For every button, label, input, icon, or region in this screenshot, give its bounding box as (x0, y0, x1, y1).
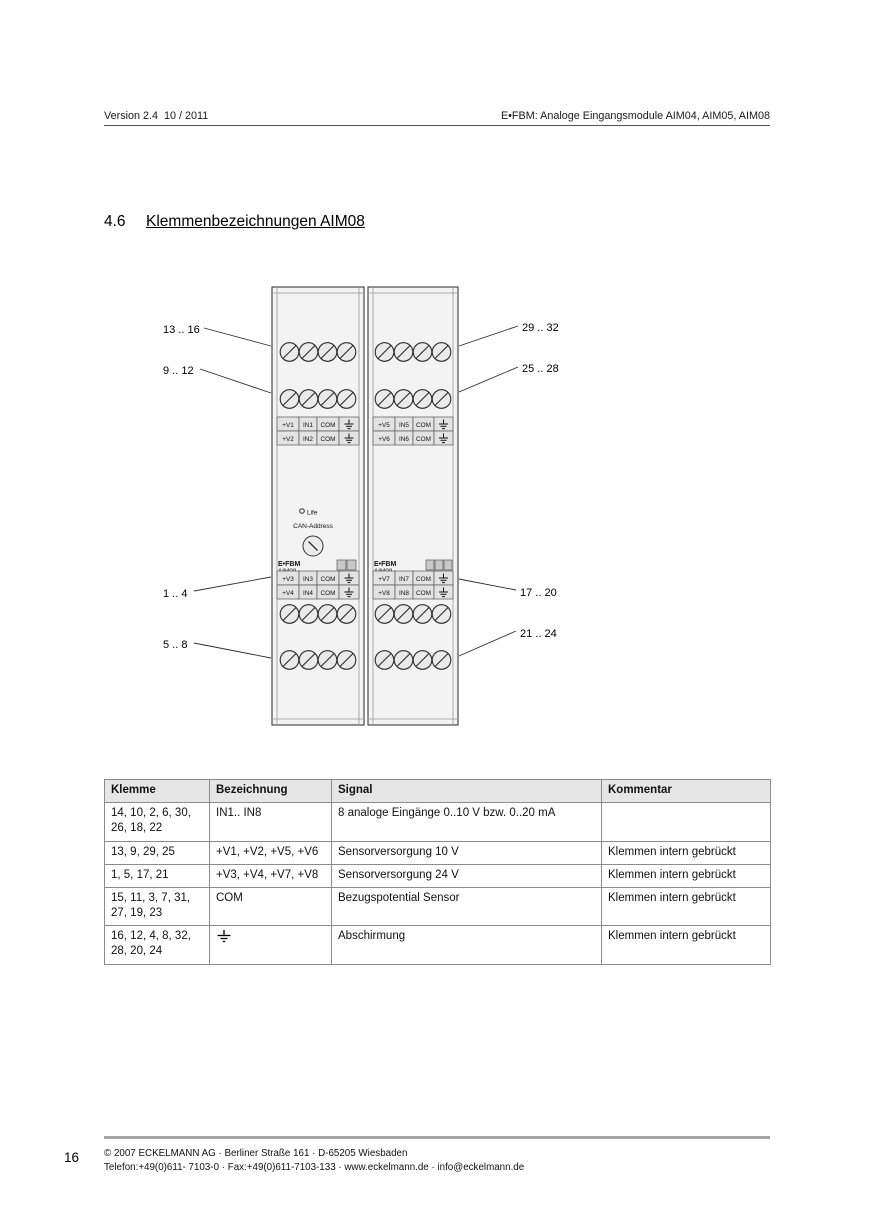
jumper-block-icon (444, 560, 452, 570)
cell-klemme: 14, 10, 2, 6, 30, 26, 18, 22 (105, 803, 210, 841)
terminal-label: IN8 (399, 590, 409, 597)
terminal-label: IN6 (399, 436, 409, 443)
left-module (272, 287, 364, 725)
leader-line (459, 579, 516, 590)
screw-terminal-icon (375, 605, 394, 624)
brand-logo: E•FBM (374, 561, 397, 568)
terminal-label: COM (416, 422, 431, 429)
col-header-klemme: Klemme (105, 780, 210, 803)
screw-terminal-icon (394, 390, 413, 409)
table-row (105, 864, 771, 887)
screw-terminal-icon (375, 343, 394, 362)
screw-terminal-icon (299, 651, 318, 670)
terminal-label: +V3 (282, 576, 294, 583)
screw-terminal-icon (299, 343, 318, 362)
cell-signal: Sensorversorgung 10 V (332, 841, 602, 864)
screw-terminal-icon (394, 651, 413, 670)
terminal-label: COM (416, 576, 431, 583)
screw-terminal-icon (280, 390, 299, 409)
earth-ground-icon (216, 929, 232, 944)
terminal-label: IN7 (399, 576, 409, 583)
screw-terminal-icon (280, 651, 299, 670)
terminal-label: +V5 (378, 422, 390, 429)
cell-signal: Bezugspotential Sensor (332, 887, 602, 925)
footer-address-line: © 2007 ECKELMANN AG · Berliner Straße 161 · D-65205 Wiesbaden (104, 1148, 408, 1159)
right-module (368, 287, 458, 725)
terminal-table (104, 779, 771, 965)
screw-terminal-icon (394, 605, 413, 624)
screw-terminal-icon (413, 605, 432, 624)
leader-line (459, 326, 518, 346)
screw-terminal-icon (413, 651, 432, 670)
callout-label: 13 .. 16 (163, 324, 200, 336)
callout-label: 1 .. 4 (163, 588, 188, 600)
terminal-label: IN3 (303, 576, 313, 583)
jumper-block-icon (337, 560, 346, 570)
terminal-label: +V7 (378, 576, 390, 583)
cell-kommentar: Klemmen intern gebrückt (602, 887, 771, 925)
screw-terminal-icon (432, 390, 451, 409)
screw-terminal-icon (318, 605, 337, 624)
col-header-bezeichnung: Bezeichnung (210, 780, 332, 803)
terminal-label: +V2 (282, 436, 294, 443)
screw-terminal-icon (337, 343, 356, 362)
jumper-block-icon (347, 560, 356, 570)
leader-line (459, 631, 516, 656)
terminal-label: COM (416, 590, 431, 597)
footer-rule (104, 1136, 770, 1139)
leader-line (204, 328, 271, 346)
page-header (104, 110, 770, 122)
right-bottom-strip (373, 571, 453, 599)
can-address-label: CAN-Address (293, 523, 333, 530)
cell-klemme: 1, 5, 17, 21 (105, 864, 210, 887)
callout-label: 5 .. 8 (163, 639, 188, 651)
footer-text (104, 1147, 524, 1174)
callout-label: 29 .. 32 (522, 322, 559, 334)
terminal-label: COM (320, 576, 336, 583)
cell-kommentar: Klemmen intern gebrückt (602, 926, 771, 964)
col-header-signal: Signal (332, 780, 602, 803)
leader-line (194, 643, 271, 658)
screw-terminal-icon (375, 651, 394, 670)
terminal-label: +V4 (282, 590, 294, 597)
terminal-label: COM (416, 436, 431, 443)
screw-terminal-icon (318, 343, 337, 362)
terminal-label: +V6 (378, 436, 390, 443)
terminal-label: COM (320, 436, 336, 443)
table-row (105, 926, 771, 964)
screw-terminal-icon (432, 343, 451, 362)
section-number: 4.6 (104, 213, 126, 230)
jumper-block-icon (435, 560, 443, 570)
screw-terminal-icon (375, 390, 394, 409)
screw-terminal-icon (432, 651, 451, 670)
leader-line (194, 577, 271, 591)
cell-bezeichnung: COM (210, 887, 332, 925)
terminal-label: COM (320, 422, 336, 429)
screw-terminal-icon (413, 390, 432, 409)
leader-line (200, 369, 271, 393)
screw-terminal-icon (394, 343, 413, 362)
col-header-kommentar: Kommentar (602, 780, 771, 803)
leader-line (459, 367, 518, 392)
life-label: Life (307, 509, 318, 517)
screw-terminal-icon (280, 605, 299, 624)
cell-kommentar: Klemmen intern gebrückt (602, 864, 771, 887)
terminal-label: IN4 (303, 590, 313, 597)
cell-klemme: 15, 11, 3, 7, 31, 27, 19, 23 (105, 887, 210, 925)
terminal-label: +V8 (378, 590, 390, 597)
terminal-label: COM (320, 590, 336, 597)
screw-terminal-icon (337, 651, 356, 670)
cell-signal: Sensorversorgung 24 V (332, 864, 602, 887)
terminal-label: IN5 (399, 422, 409, 429)
cell-signal: 8 analoge Eingänge 0..10 V bzw. 0..20 mA (332, 803, 602, 841)
cell-signal: Abschirmung (332, 926, 602, 964)
callout-label: 21 .. 24 (520, 628, 557, 640)
cell-bezeichnung: +V3, +V4, +V7, +V8 (210, 864, 332, 887)
terminal-diagram (140, 280, 580, 740)
cell-bezeichnung-ground (210, 926, 332, 964)
section-title: Klemmenbezeichnungen AIM08 (146, 213, 365, 230)
terminal-label: +V1 (282, 422, 294, 429)
left-bottom-strip (277, 571, 359, 599)
cell-bezeichnung: IN1.. IN8 (210, 803, 332, 841)
table-header-row (105, 780, 771, 803)
left-top-strip (277, 417, 359, 445)
screw-terminal-icon (413, 343, 432, 362)
screw-terminal-icon (337, 605, 356, 624)
terminal-label: IN1 (303, 422, 313, 429)
screw-terminal-icon (337, 390, 356, 409)
callout-label: 25 .. 28 (522, 363, 559, 375)
cell-kommentar: Klemmen intern gebrückt (602, 841, 771, 864)
cell-klemme: 16, 12, 4, 8, 32, 28, 20, 24 (105, 926, 210, 964)
page-number: 16 (64, 1150, 80, 1165)
right-top-strip (373, 417, 453, 445)
cell-bezeichnung: +V1, +V2, +V5, +V6 (210, 841, 332, 864)
footer-contact-line: Telefon:+49(0)611- 7103-0 · Fax:+49(0)611-7103-133 · www.eckelmann.de · info@eckelmann.de (104, 1161, 525, 1173)
section-heading (104, 213, 365, 231)
header-rule (104, 125, 770, 126)
cell-klemme: 13, 9, 29, 25 (105, 841, 210, 864)
screw-terminal-icon (318, 390, 337, 409)
screw-terminal-icon (299, 390, 318, 409)
screw-terminal-icon (432, 605, 451, 624)
screw-terminal-icon (280, 343, 299, 362)
brand-logo: E•FBM (278, 561, 301, 568)
screw-terminal-icon (299, 605, 318, 624)
cell-kommentar (602, 803, 771, 841)
table-row (105, 803, 771, 841)
table-row (105, 841, 771, 864)
screw-terminal-icon (318, 651, 337, 670)
callout-label: 17 .. 20 (520, 587, 557, 599)
callout-label: 9 .. 12 (163, 365, 194, 377)
header-doc-title: E•FBM: Analoge Eingangsmodule AIM04, AIM05, AIM08 (500, 110, 770, 122)
terminal-label: IN2 (303, 436, 313, 443)
jumper-block-icon (426, 560, 434, 570)
header-version: Version 2.4 10 / 2011 (104, 110, 209, 122)
table-row (105, 887, 771, 925)
